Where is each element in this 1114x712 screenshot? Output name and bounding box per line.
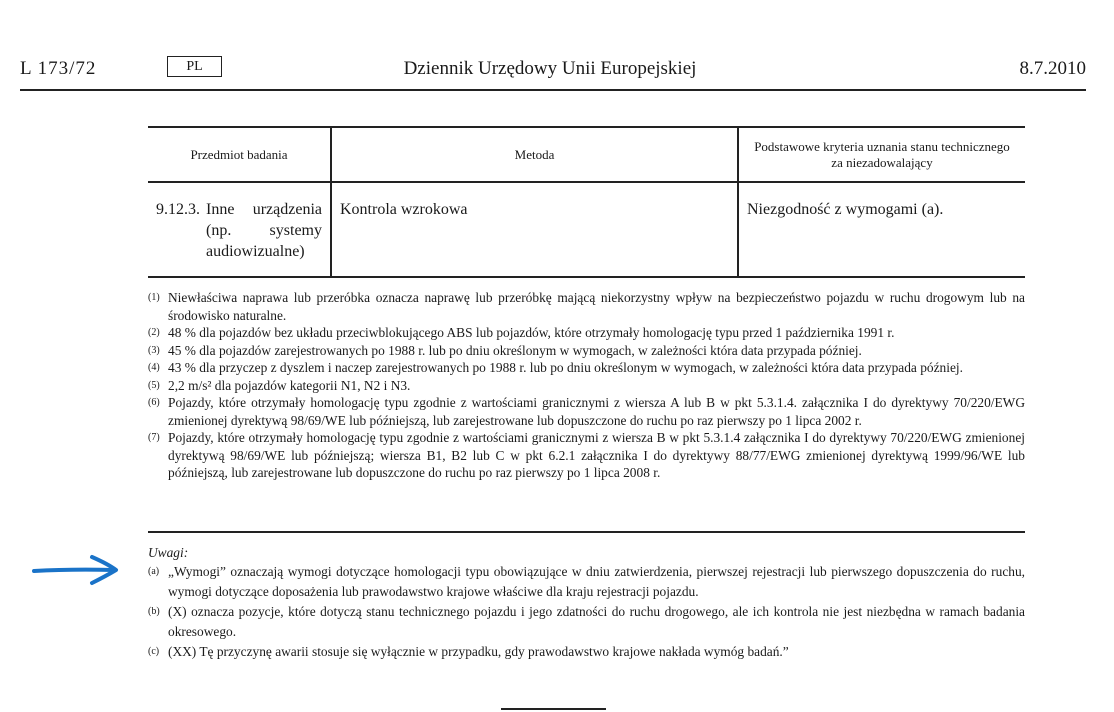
- remark-mark: (b): [148, 606, 160, 617]
- footnote: [148, 324, 1025, 342]
- footnote-text: Pojazdy, które otrzymały homologację typu zgodnie z wartościami granicznymi z wiersza B w pkt 5.3.1.4 załącznika I do dyrektywy 70/220/EWG zmienionej dyrektywą 98/69/WE lub późniejszą; wiersza B1, B2 lub C w pkt 6.2.1 załącznika I do dyrektywy 88/77/EWG zmienionej dyrektywą 1999/96/WE lub późniejszą, lub zarejestrowane lub dopuszczone do ruchu po raz pierwszy po 1 lipca 2008 r.: [168, 430, 1025, 480]
- footnote-text: 43 % dla przyczep z dyszlem i naczep zarejestrowanych po 1988 r. lub po dniu określonym w wymogach, w zależności która data przypada później.: [168, 360, 963, 375]
- footnote-text: 2,2 m/s² dla pojazdów kategorii N1, N2 i N3.: [168, 377, 411, 393]
- remarks-title: Uwagi:: [148, 545, 189, 560]
- footnote-mark: (1): [148, 292, 160, 303]
- footnote-mark: (7): [148, 432, 160, 443]
- language-badge: PL: [167, 56, 222, 77]
- footnotes: [148, 289, 1025, 482]
- footnote: [148, 394, 1025, 429]
- separator-rule: [148, 531, 1025, 533]
- col-header-subject: Przedmiot badania: [148, 127, 331, 182]
- footnote: [148, 342, 1025, 360]
- col-header-criteria: Podstawowe kryteria uznania stanu technicznego za niezadowalający: [738, 127, 1025, 182]
- footnote-mark: (5): [148, 379, 160, 391]
- subject-cell: [148, 182, 331, 277]
- journal-title: Dziennik Urzędowy Unii Europejskiej: [403, 58, 697, 79]
- footnote: [148, 359, 1025, 377]
- remark-text: (XX) Tę przyczynę awarii stosuje się wyłącznie w przypadku, gdy prawodawstwo krajowe nakłada wymóg badań.”: [168, 644, 789, 659]
- table-header-row: [148, 127, 1025, 182]
- footnote: [148, 289, 1025, 324]
- col-header-method: Metoda: [331, 127, 738, 182]
- item-text: Inne urządzenia (np. systemy audiowizualne): [206, 201, 322, 260]
- footnote: [148, 429, 1025, 482]
- footnote-mark: (4): [148, 362, 160, 373]
- remark: [148, 562, 1025, 602]
- remark-mark: (c): [148, 646, 160, 657]
- remark: [148, 642, 1025, 662]
- publication-date: 8.7.2010: [1019, 58, 1086, 79]
- method-cell: Kontrola wzrokowa: [331, 182, 738, 277]
- remark-text: „Wymogi” oznaczają wymogi dotyczące homologacji typu obowiązujące w dniu zatwierdzenia, pierwszej rejestracji lub pierwszego dopuszczenia do ruchu, wymogi dotyczące doposażenia lub prawodawstwo krajowe właściwe dla kraju rejestracji pojazdu.: [168, 564, 1025, 599]
- inspection-table: [148, 126, 1025, 278]
- criteria-cell: Niezgodność z wymogami (a).: [738, 182, 1025, 277]
- page-reference: L 173/72: [20, 58, 97, 79]
- remark: [148, 602, 1025, 642]
- table-row: [148, 182, 1025, 277]
- footnote-mark: (3): [148, 344, 160, 356]
- remarks: [148, 562, 1025, 662]
- footnote-text: 48 % dla pojazdów bez układu przeciwblokującego ABS lub pojazdów, które otrzymały homologację typu przed 1 października 1991 r.: [168, 325, 895, 340]
- remark-text: (X) oznacza pozycje, które dotyczą stanu technicznego pojazdu i jego zdatności do ruchu drogowego, ale ich kontrola nie jest niezbędna w ramach badania okresowego.: [168, 604, 1025, 639]
- footnote: [148, 377, 1025, 395]
- arrow-icon: [30, 552, 122, 588]
- footnote-mark: (6): [148, 397, 160, 408]
- item-number: 9.12.3.: [156, 201, 200, 218]
- footnote-text: 45 % dla pojazdów zarejestrowanych po 1988 r. lub po dniu określonym w wymogach, w zależności która data przypada później.: [168, 342, 862, 358]
- header-rule: [20, 89, 1086, 91]
- footnote-mark: (2): [148, 327, 160, 338]
- footnote-text: Niewłaściwa naprawa lub przeróbka oznacza naprawę lub przeróbkę mającą niekorzystny wpływ na bezpieczeństwo pojazdu w ruchu drogowym lub na środowisko naturalne.: [168, 290, 1025, 323]
- end-rule: [501, 708, 606, 710]
- remark-mark: (a): [148, 566, 160, 577]
- footnote-text: Pojazdy, które otrzymały homologację typu zgodnie z wartościami granicznymi z wiersza A lub B w pkt 5.3.1.4. załącznika I do dyrektywy 70/220/EWG zmienionej dyrektywą 98/69/WE lub późniejszą, lub zarejestrowane lub dopuszczone do ruchu po raz pierwszy po 1 lipca 2002 r.: [168, 395, 1025, 428]
